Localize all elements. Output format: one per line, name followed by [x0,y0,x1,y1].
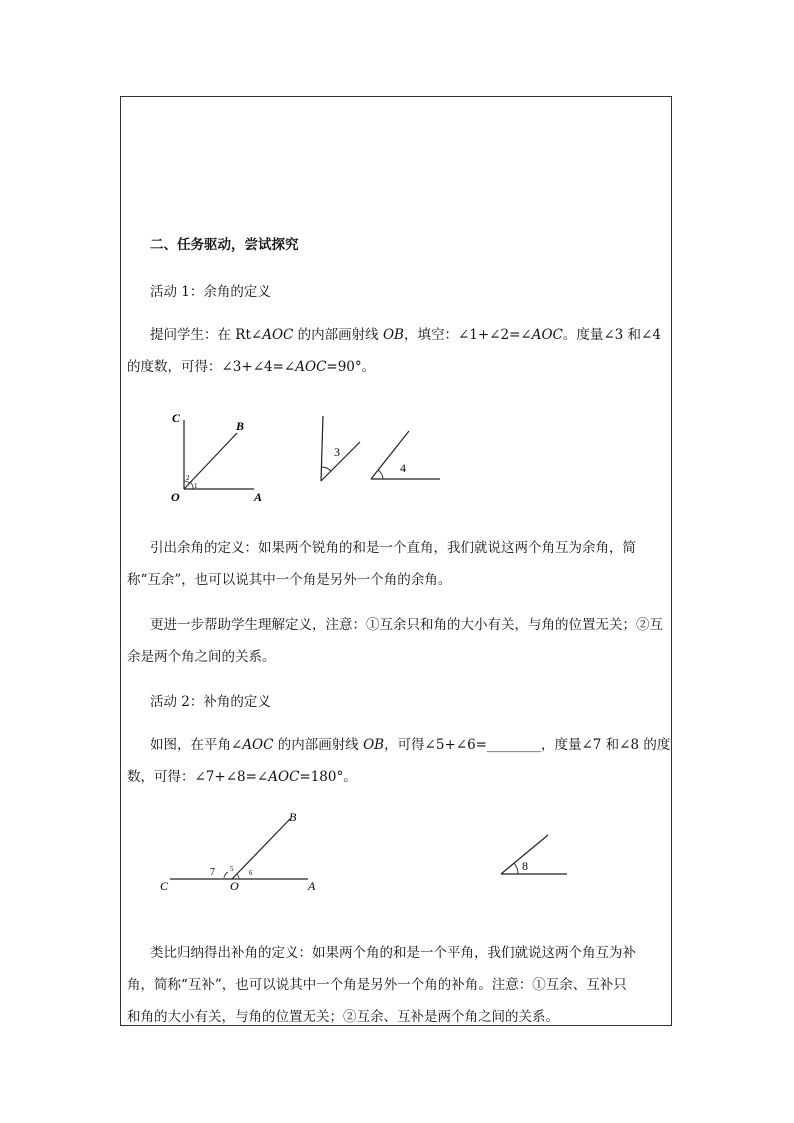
complementary-note-line1: 更进一步帮助学生理解定义，注意：①互余只和角的大小有关，与角的位置无关；②互 [150,617,663,633]
complementary-definition-line2: 称“互余”，也可以说其中一个角是另外一个角的余角。 [127,572,452,588]
supplementary-definition-line1: 类比归纳得出补角的定义：如果两个角的和是一个平角，我们就说这两个角互为补 [150,945,636,961]
figure-right-angle [160,400,460,510]
label-angle-1: 1 [194,482,198,490]
text: 提问学生：在 Rt∠ [150,327,263,343]
ray-name: OB [382,327,404,343]
text: =180°。 [299,769,357,785]
text: =90°。 [326,359,376,375]
text: 如图，在平角∠ [150,737,243,753]
label-angle-8: 8 [522,859,528,873]
complementary-definition-line1: 引出余角的定义：如果两个锐角的和是一个直角，我们就说这两个角互为余角，简 [150,540,636,556]
activity1-question-line1 [150,319,661,351]
angle-name: AOC [295,359,327,375]
label-angle-7: 7 [210,867,215,878]
label-B: B [289,810,297,824]
angle-name: AOC [262,327,294,343]
text: 的度数，可得：∠3+∠4=∠ [127,359,296,375]
label-angle-5: 5 [230,865,234,873]
angle-name: AOC [268,769,300,785]
label-C: C [172,411,181,425]
label-A: A [254,490,263,504]
label-angle-2: 2 [186,474,190,482]
supplementary-definition-line2: 角，简称“互补”，也可以说其中一个角是另外一个角的补角。注意：①互余、互补只 [127,977,627,993]
supplementary-definition-line3: 和角的大小有关，与角的位置无关；②互余、互补是两个角之间的关系。 [127,1009,559,1025]
activity1-title: 活动 1：余角的定义 [150,284,271,300]
activity2-question-line2 [127,761,357,793]
complementary-note-line2: 余是两个角之间的关系。 [127,649,276,665]
angle-name: AOC [242,737,274,753]
angle-name: AOC [531,327,563,343]
section-heading: 二、任务驱动，尝试探究 [150,237,299,253]
text: 。度量∠3 和∠4 [562,327,661,343]
label-B: B [236,419,245,433]
label-angle-6: 6 [249,869,253,877]
label-angle-3: 3 [334,445,340,459]
label-angle-4: 4 [400,461,406,475]
text: 数，可得：∠7+∠8=∠ [127,769,269,785]
text: ，填空：∠1+∠2=∠ [403,327,532,343]
ray-name: OB [363,737,385,753]
text: ，可得∠5+∠6=________，度量∠7 和∠8 的度 [384,737,671,753]
activity2-question-line1 [150,729,670,761]
text: 的内部画射线 [293,327,383,343]
label-C: C [160,879,169,893]
text: 的内部画射线 [273,737,364,753]
label-A: A [308,879,316,893]
label-O: O [230,879,239,893]
figure-straight-angle [150,805,580,900]
activity2-title: 活动 2：补角的定义 [150,694,271,710]
activity1-question-line2 [127,351,375,383]
label-O: O [171,490,180,504]
